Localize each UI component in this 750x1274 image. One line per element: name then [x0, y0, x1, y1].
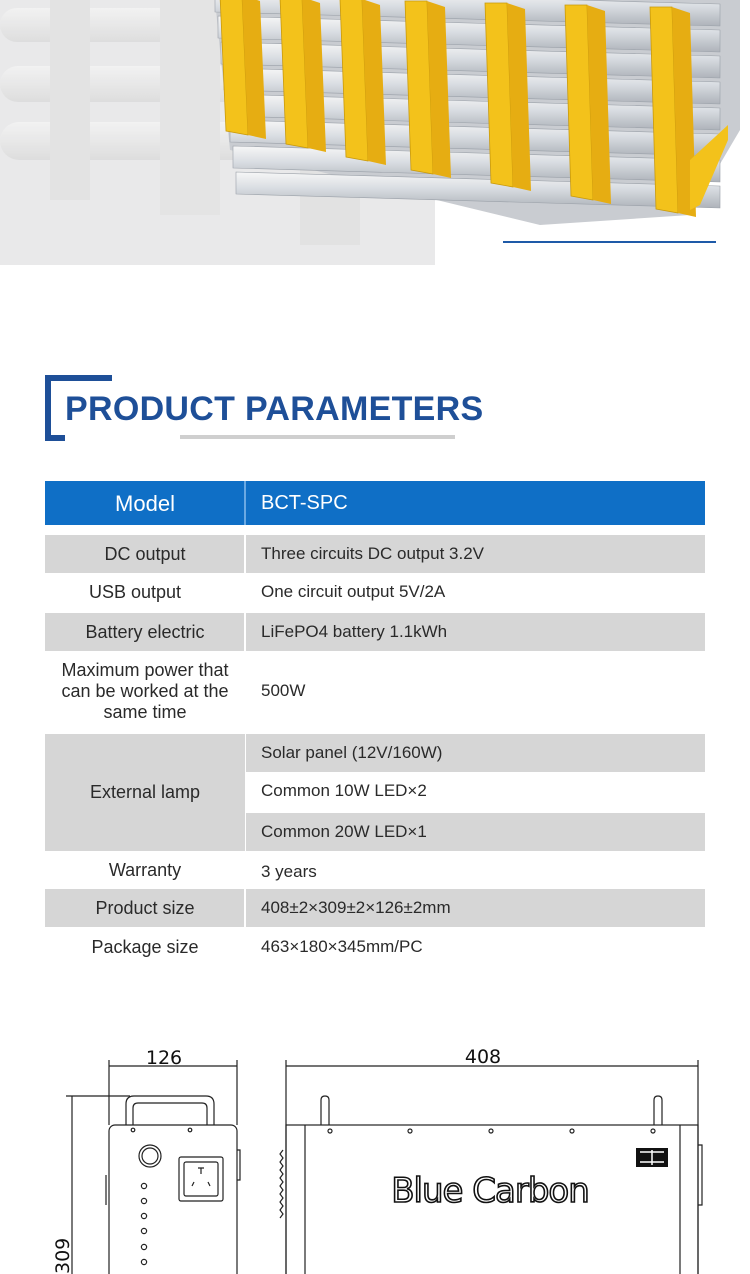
row-label: Maximum power that can be worked at the same time [61, 659, 229, 722]
table-row [45, 889, 705, 927]
row-label: Battery electric [85, 621, 205, 642]
column-divider [244, 481, 246, 525]
page-title: PRODUCT PARAMETERS [65, 390, 484, 428]
brand-logo-text: Blue Carbon [391, 1171, 589, 1211]
column-divider [244, 889, 246, 927]
decorative-underline [503, 241, 716, 243]
table-row [246, 772, 705, 810]
table-row [45, 852, 705, 888]
title-bracket-top [45, 375, 112, 381]
header-value: BCT-SPC [261, 491, 348, 514]
table-row [45, 613, 705, 651]
row-value: Solar panel (12V/160W) [261, 743, 443, 762]
length-dimension-label: 408 [464, 1046, 502, 1068]
row-value: 3 years [261, 862, 317, 881]
title-bracket [45, 375, 51, 441]
row-label: Package size [91, 936, 199, 957]
row-value: 500W [261, 681, 306, 700]
row-value: Common 10W LED×2 [261, 781, 427, 800]
row-label: USB output [88, 581, 182, 602]
row-value: 408±2×309±2×126±2mm [261, 898, 451, 917]
row-label: DC output [104, 543, 186, 564]
column-divider [244, 613, 246, 651]
table-row [45, 928, 705, 966]
section-heading [45, 375, 484, 445]
technical-drawing [0, 1040, 750, 1274]
table-row [246, 734, 705, 772]
dimension-drawing [0, 1040, 750, 1274]
row-label: Product size [95, 897, 195, 918]
width-dimension-label: 126 [145, 1047, 183, 1069]
table-header-row [45, 481, 705, 525]
table-row [45, 653, 705, 729]
table-row [246, 813, 705, 851]
row-value: LiFePO4 battery 1.1kWh [261, 622, 448, 641]
external-lamp-label: External lamp [45, 734, 245, 851]
title-underline [180, 435, 455, 439]
header-label: Model [115, 490, 175, 516]
title-bracket-bottom [45, 435, 65, 441]
battery-cells-illustration [0, 0, 750, 265]
table-row [45, 573, 705, 611]
row-value: 463×180×345mm/PC [261, 937, 423, 956]
row-value: Common 20W LED×1 [261, 822, 427, 841]
row-value: One circuit output 5V/2A [261, 582, 446, 601]
row-label: Warranty [108, 859, 182, 880]
column-divider [244, 535, 246, 573]
height-dimension-label: 309 [52, 1237, 74, 1274]
row-value: Three circuits DC output 3.2V [261, 544, 484, 563]
table-row [45, 535, 705, 573]
battery-pack-image [0, 0, 750, 265]
